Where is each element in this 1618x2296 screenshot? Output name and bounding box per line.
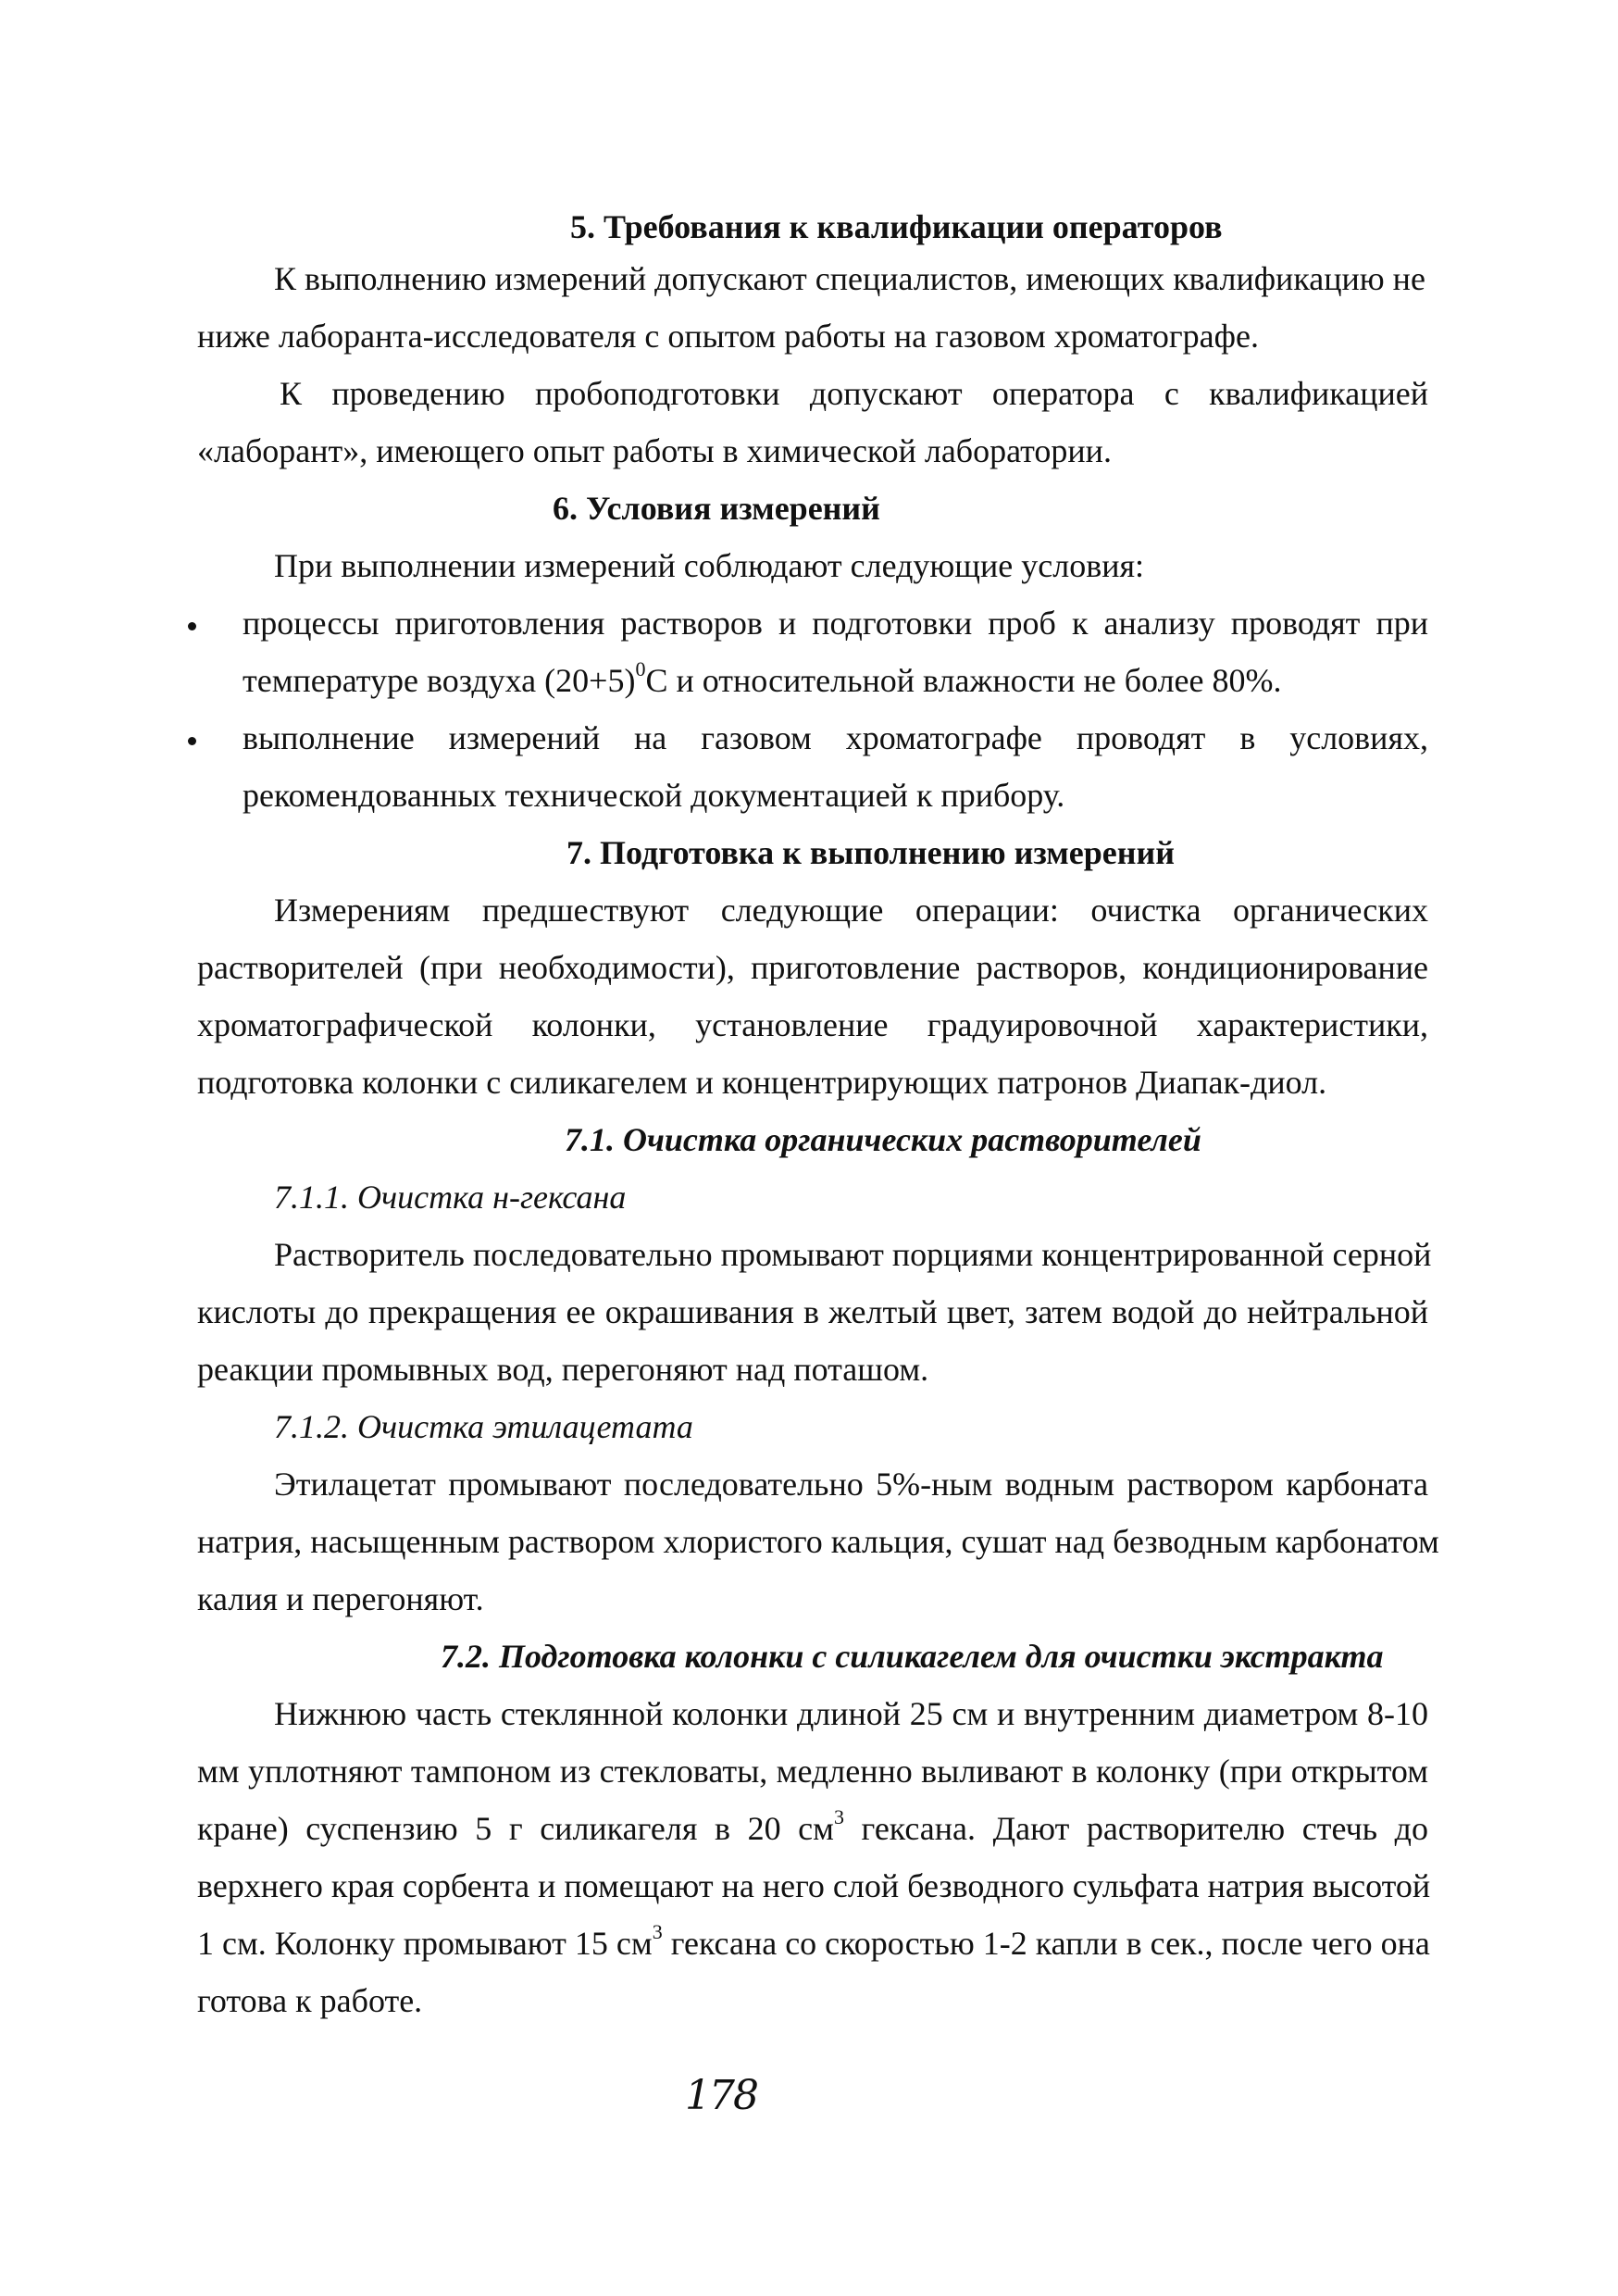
section-7-2-heading: 7.2. Подготовка колонки с силикагелем для очистки экстракта (441, 1638, 1384, 1675)
subsection-heading: 7.1.1. Очистка н-гексана (274, 1179, 627, 1216)
section-6-heading: 6. Условия измерений (553, 490, 880, 527)
paragraph-line: подготовка колонки с силикагелем и концентрирующих патронов Диапак-диол. (197, 1064, 1327, 1101)
bullet-icon (188, 737, 196, 745)
bullet-item-line: выполнение измерений на газовом хроматографе проводят в условиях, (243, 719, 1428, 756)
paragraph-line: Растворитель последовательно промывают порциями концентрированной серной (274, 1236, 1432, 1273)
paragraph-line: растворителей (при необходимости), приготовление растворов, кондиционирование (197, 949, 1428, 986)
paragraph-line: К проведению пробоподготовки допускают оператора с квалификацией (280, 375, 1428, 412)
paragraph-line: натрия, насыщенным раствором хлористого кальция, сушат над безводным карбонатом (197, 1523, 1439, 1560)
page-number: 178 (685, 2072, 757, 2119)
bullet-icon (188, 622, 196, 630)
paragraph-line: Нижнюю часть стеклянной колонки длиной 25 см и внутренним диаметром 8-10 (274, 1695, 1428, 1732)
paragraph-line: верхнего края сорбента и помещают на него слой безводного сульфата натрия высотой (197, 1867, 1431, 1904)
paragraph-line: 1 см. Колонку промывают 15 $см^3$ гексана со скоростью 1-2 капли в сек., после чего она (197, 1920, 1430, 1962)
paragraph-line: хроматографической колонки, установление градуировочной характеристики, (197, 1006, 1428, 1043)
paragraph-line: К выполнению измерений допускают специалистов, имеющих квалификацию не (274, 260, 1425, 297)
paragraph-line: кислоты до прекращения ее окрашивания в желтый цвет, затем водой до нейтральной (197, 1293, 1428, 1330)
bullet-item-line: рекомендованных технической документацией к прибору. (243, 777, 1065, 814)
section-5-heading: 5. Требования к квалификации операторов (570, 208, 1223, 245)
section-7-heading: 7. Подготовка к выполнению измерений (566, 834, 1175, 871)
bullet-item-line: процессы приготовления растворов и подготовки проб к анализу проводят при (243, 605, 1428, 642)
subsection-heading: 7.1.2. Очистка этилацетата (274, 1408, 693, 1445)
paragraph-line: готова к работе. (197, 1982, 423, 2019)
paragraph-line: реакции промывных вод, перегоняют над поташом. (197, 1351, 929, 1388)
paragraph-line: ниже лаборанта-исследователя с опытом работы на газовом хроматографе. (197, 318, 1259, 355)
bullet-item-line: температуре воздуха $(20+5)^0С$ и относительной влажности не более 80%. (243, 657, 1282, 699)
paragraph-line: При выполнении измерений соблюдают следующие условия: (274, 547, 1145, 584)
paragraph-line: кране) суспензию 5 г силикагеля в 20 $см^3$ гексана. Дают растворителю стечь до (197, 1805, 1428, 1847)
paragraph-line: мм уплотняют тампоном из стекловаты, медленно выливают в колонку (при открытом (197, 1753, 1428, 1790)
section-7-1-heading: 7.1. Очистка органических растворителей (565, 1121, 1201, 1158)
paragraph-line: калия и перегоняют. (197, 1580, 484, 1617)
paragraph-line: Этилацетат промывают последовательно 5%-ным водным раствором карбоната (274, 1466, 1428, 1503)
paragraph-line: «лаборант», имеющего опыт работы в химической лаборатории. (197, 432, 1112, 469)
paragraph-line: Измерениям предшествуют следующие операции: очистка органических (274, 892, 1428, 929)
